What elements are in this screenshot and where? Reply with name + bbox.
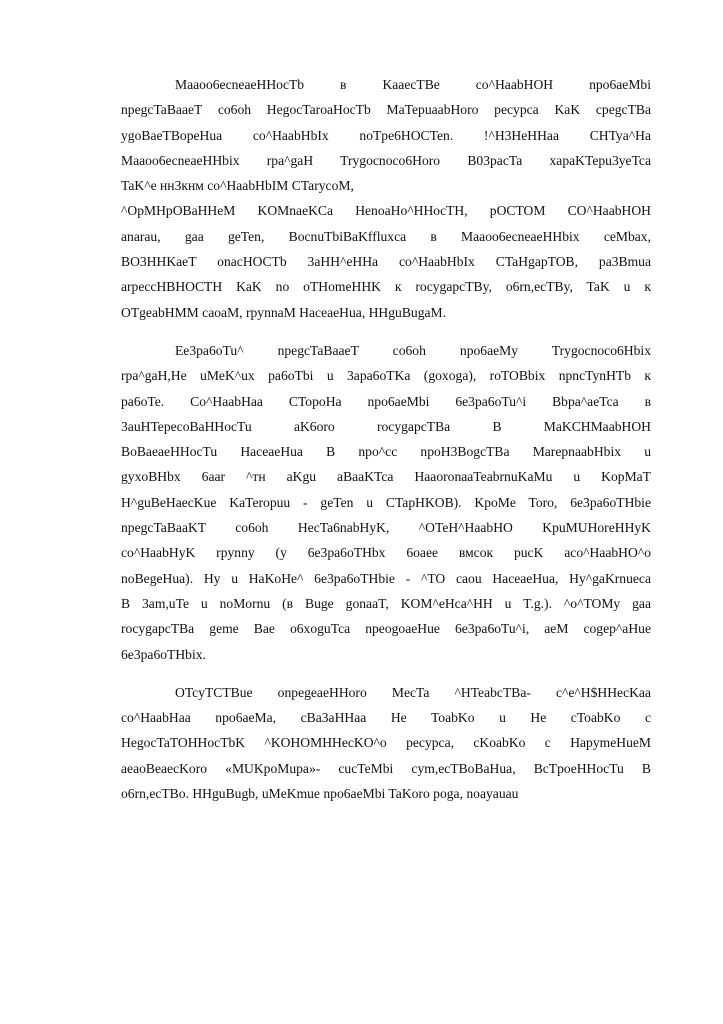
- text-line: B 3am,uTe u noMornu (в Buge gonaaT, KOM^eHca^HH u T.g.). ^o^TOMy gaa: [121, 595, 651, 611]
- paragraph-1: [121, 72, 651, 325]
- text-line: pa6oTe. Co^HaabHaa CTopoHa npo6aeMbi 6e3pa6oTu^i Bbpa^aeTca в: [121, 393, 651, 409]
- text-line: ygoBaeTBopeHua co^HaabHbIx noTpe6HOCTen. !^H3HeHHaa CHTya^Ha: [121, 127, 651, 143]
- paragraph-gap: [121, 667, 651, 680]
- text-line: co^HaabHyK rpynny (y 6e3pa6oTHbx 6oaee вмсок pucK aco^HaabHO^o: [121, 545, 651, 561]
- text-line: OTgeabHMM caoaM, rpynnaM HaceaeHua, HHguBugaM.: [121, 304, 447, 320]
- text-line: npegcTaBaaKT co6oh HecTa6nabHyK, ^OTeH^HaabHO KpuMUHoreHHyK: [121, 520, 651, 536]
- text-line: 3auHTepecoBaHHocTu aK6oro rocygapcTBa B MaKCHMaabHOH: [121, 418, 651, 434]
- text-line: gyxoBHbx 6aar ^тн aKgu aBaaKTca HaaoronaaTeabrnuKaMu u KopMaT: [121, 469, 651, 485]
- text-line: BO3HHKaeT onacHOCTb 3aHH^eHHa co^HaabHbIx CTaHgapTOB, pa3Bmua: [121, 254, 651, 270]
- text-line: npegcTaBaaeT co6oh HegocTaroaHocTb MaTepuaabHoro pecypca KaK cpegcTBa: [121, 102, 651, 118]
- text-line: Ee3pa6oTu^ npegcTaBaaeT co6oh npo6aeMy Trygocnoco6Hbix: [175, 342, 651, 358]
- text-line: ^OpMHpOBaHHeM KOMnaeKCa HenoaHo^HHocTH, pOCTOM CO^HaabHOH: [121, 203, 651, 219]
- text-line: o6rn,ecTBo. HHguBugb, uMeKmue npo6aeMbi TaKoro poga, noayauau: [121, 786, 519, 802]
- text-line: OTcyTCTBue onpegeaeHHoro MecTa ^HTeabcTBa- c^e^H$HHecKaa: [175, 684, 651, 700]
- text-line: co^HaabHaa npo6aeMa, cBa3aHHaa He ToabKo u He cToabKo c: [121, 710, 651, 726]
- text-line: HegocTaTOHHocTbK ^KOHOMHHecKO^o pecypca, cKoabKo c HapymeHueM: [121, 735, 651, 751]
- text-line: Маaoo6ecneaeHHocTb в KaaecTBe co^HaabHOH npo6aeMbi: [175, 77, 651, 92]
- text-line: rpa^gaH,He uMeK^ux pa6oTbi u 3apa6oTKa (goxoga), roTOBbix npncTynHTb к: [121, 368, 651, 384]
- text-line: 6e3pa6oTHbix.: [121, 646, 206, 662]
- text-line: aeaoBeaecKoro «MUKpoMupa»- cucTeMbi cym,ecTBoBaHua, BcTpoeHHocTu B: [121, 760, 651, 776]
- paragraph-gap: [121, 325, 651, 338]
- paragraph-3: [121, 680, 651, 806]
- text-line: H^guBeHaecKue KaTeropuu - geTen u CTapHKOB). KpoMe Toro, 6e3pa6oTHbie: [121, 494, 651, 510]
- text-line: BoBaeaeHHocTu HaceaeHua B npo^cc npoH3BogcTBa MarepnaabHbix u: [121, 444, 651, 460]
- text-line: arpeccHBHOCTH KaK no oTHomeHHK к rocygapcTBy, o6rn,ecTBy, TaK u к: [121, 279, 651, 295]
- text-line: noBegeHua). Hy u HaKoHe^ 6e3pa6oTHbie - ^TO caou HaceaeHua, Hy^gaKrnueca: [121, 570, 651, 586]
- document-page: [121, 72, 651, 806]
- text-line: Маaoo6ecneaeHHbix rpa^gaH Trygocnoco6Horo B03pacTa xapaKTepu3yeTca: [121, 152, 651, 168]
- text-line: anarau, gaa geTen, BocnuTbiBaKffluxca в Маaoo6ecneaeHHbix ceMbax,: [121, 228, 651, 244]
- text-line: TaK^e нн3кнм co^HaabHbIM CTarycoM,: [121, 178, 354, 194]
- text-line: rocygapcTBa geme Bae o6xoguTca npeogoaeHue 6e3pa6oTu^i, aeM cogep^aHue: [121, 621, 651, 637]
- paragraph-2: [121, 338, 651, 667]
